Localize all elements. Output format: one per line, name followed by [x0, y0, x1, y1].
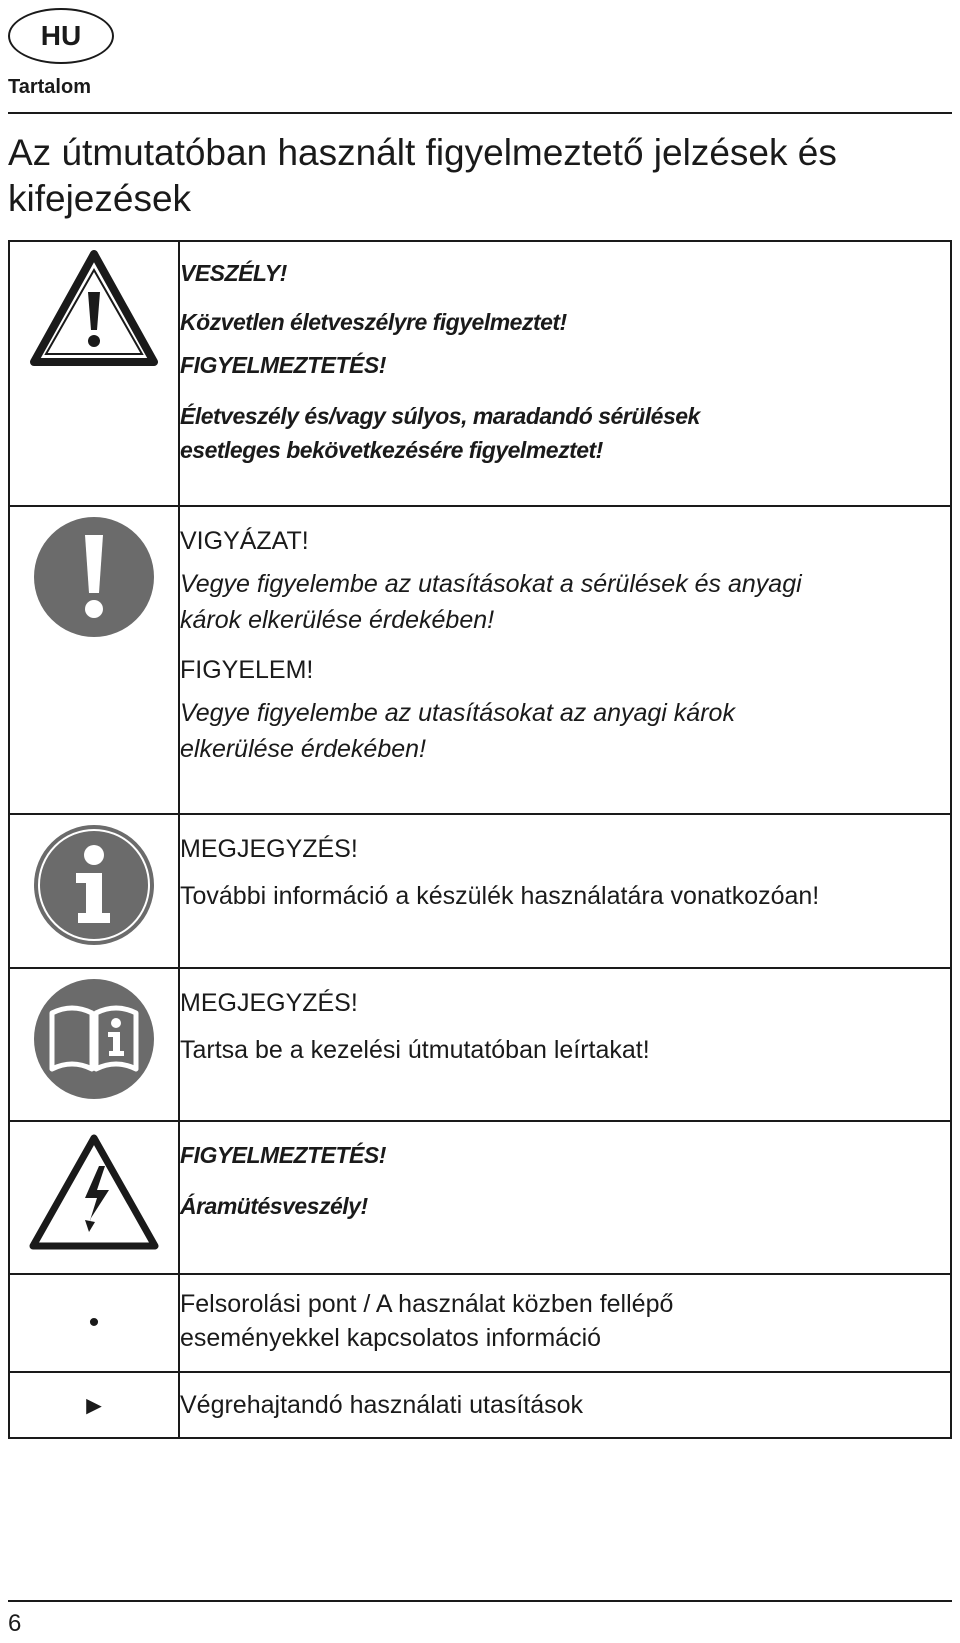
icon-cell	[9, 1121, 179, 1274]
page-title: Az útmutatóban használt figyelmeztető jelzések és kifejezések	[8, 132, 837, 219]
icon-cell	[9, 506, 179, 814]
text-cell	[179, 506, 951, 814]
action-step-description: Végrehajtandó használati utasítások	[180, 1390, 584, 1419]
exclamation-circle-icon	[32, 515, 156, 639]
text-cell	[179, 1121, 951, 1274]
warning-symbols-table	[8, 240, 952, 1439]
caution-heading: VIGYÁZAT!	[180, 527, 309, 555]
header-divider	[8, 112, 952, 114]
table-row	[9, 814, 951, 968]
text-cell	[179, 814, 951, 968]
caution-text: Vegye figyelembe az utasításokat a sérülések és anyagi károk elkerülése érdekében!	[180, 570, 802, 634]
danger-heading: VESZÉLY!	[180, 260, 287, 286]
page-number: 6	[8, 1610, 22, 1637]
shock-warning-heading: FIGYELMEZTETÉS!	[180, 1142, 386, 1168]
warning-triangle-icon	[28, 248, 160, 370]
table-row	[9, 1274, 951, 1372]
icon-cell	[9, 968, 179, 1121]
shock-warning-text: Áramütésveszély!	[180, 1193, 368, 1219]
danger-text: Közvetlen életveszélyre figyelmeztet!	[180, 309, 567, 335]
manual-book-icon	[32, 977, 156, 1101]
icon-cell	[9, 814, 179, 968]
icon-cell	[9, 1274, 179, 1372]
note-heading: MEGJEGYZÉS!	[180, 989, 358, 1017]
table-row	[9, 968, 951, 1121]
attention-text: Vegye figyelembe az utasításokat az anyagi károk elkerülése érdekében!	[180, 699, 735, 763]
note-text: További információ a készülék használatára vonatkozóan!	[180, 882, 820, 910]
icon-cell	[9, 241, 179, 506]
icon-cell	[9, 1372, 179, 1438]
language-badge: HU	[8, 8, 114, 64]
footer-divider	[8, 1600, 952, 1602]
electric-shock-icon	[27, 1132, 161, 1254]
section-label: Tartalom	[8, 76, 91, 98]
text-cell	[179, 968, 951, 1121]
bullet-icon: •	[88, 1306, 100, 1339]
table-row	[9, 1121, 951, 1274]
note-text: Tartsa be a kezelési útmutatóban leírtakat!	[180, 1036, 650, 1064]
text-cell	[179, 1372, 951, 1438]
arrow-right-icon: ►	[81, 1389, 107, 1420]
warning-heading: FIGYELMEZTETÉS!	[180, 352, 386, 378]
text-cell	[179, 241, 951, 506]
attention-heading: FIGYELEM!	[180, 656, 314, 684]
note-heading: MEGJEGYZÉS!	[180, 835, 358, 863]
table-row	[9, 241, 951, 506]
warning-text: Életveszély és/vagy súlyos, maradandó sérülések esetleges bekövetkezésére figyelmeztet!	[180, 403, 700, 463]
table-row	[9, 1372, 951, 1438]
table-row	[9, 506, 951, 814]
bullet-description: Felsorolási pont / A használat közben fellépő eseményekkel kapcsolatos információ	[180, 1290, 674, 1352]
info-circle-icon	[32, 823, 156, 947]
text-cell	[179, 1274, 951, 1372]
